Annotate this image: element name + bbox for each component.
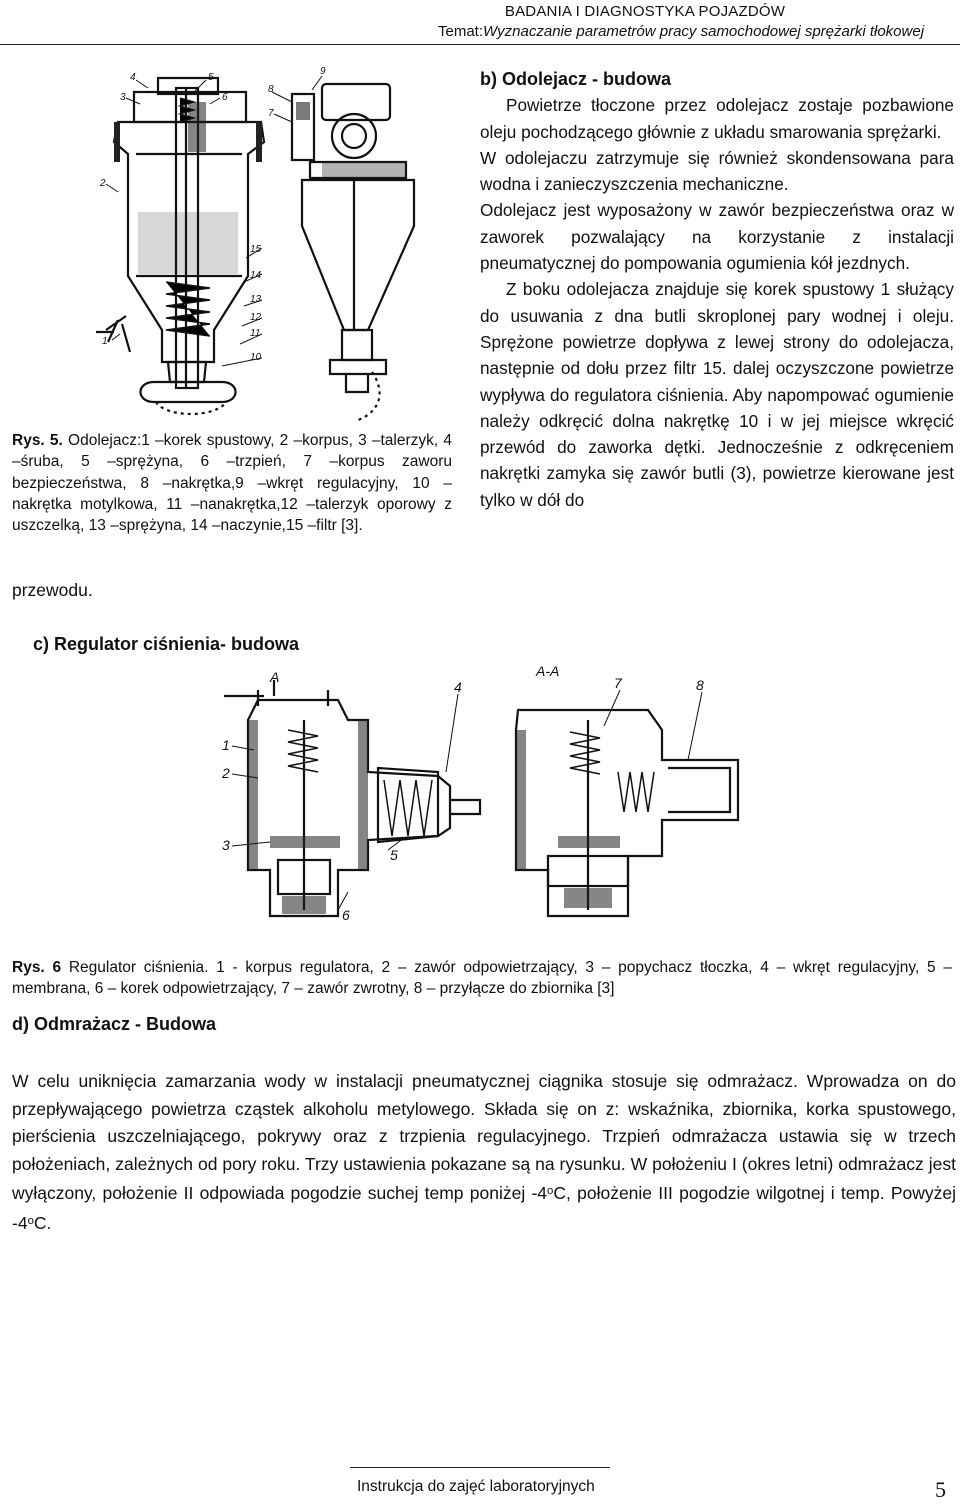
figure-5-caption [12, 430, 452, 536]
degree-sign: o [547, 1185, 554, 1198]
fig5-callout-13: 13 [250, 294, 262, 305]
fig5-callout-15: 15 [250, 244, 262, 255]
section-d-paragraph: W celu uniknięcia zamarzania wody w instalacji pneumatycznej ciągnika stosuje się odmrażacz. Wprowadza on do przepływającego powietrza cząstek alkoholu metylowego. Składa się on z: wskaźnika, zbiornika, korka spustowego, pierścienia uszczelniającego, pokrywy oraz z trzpienia regulacyjnego. Trzpień odmrażacza ustawia się w trzech położeniach, zależnych od pory roku. Trzy ustawienia pokazane są na rysunku. W położeniu I (okres letni) odmrażacz jest wyłączony, położenie II odpowiada pogodzie suchej temp poniżej -4$^o$C, położenie III pogodzie wilgotnej i temp. Powyżej -4$^o$C. [12, 1071, 956, 1234]
fig5-callout-5: 5 [208, 72, 214, 83]
fig6-callout-8: 8 [696, 677, 704, 693]
fig5-callout-12: 12 [250, 312, 262, 323]
fig5-callout-4: 4 [130, 72, 136, 83]
fig5-callout-2: 2 [100, 178, 106, 189]
figure-6-label: Rys. 6 [12, 959, 62, 976]
fig5-callout-11: 11 [250, 328, 261, 339]
fig5-callout-10: 10 [250, 352, 262, 363]
fig5-callout-8: 8 [268, 84, 274, 95]
fig6-section-title: A-A [536, 663, 560, 679]
fig5-callout-1: 1 [102, 336, 108, 347]
fig5-callout-6: 6 [222, 92, 228, 103]
fig6-callout-1: 1 [222, 737, 230, 753]
figure-6-caption-text: Regulator ciśnienia. 1 - korpus regulatora, 2 – zawór odpowietrzający, 3 – popychacz tłoczka, 4 – wkręt regulacyjny, 5 – membrana, 6 – korek odpowietrzający, 7 – zawór zwrotny, 8 – przyłącze do zbiornika [3] [12, 959, 952, 997]
fig6-section-mark-a: A [270, 669, 280, 685]
footer-divider [350, 1467, 610, 1468]
figure-5-oil-separator-drawing [96, 62, 468, 424]
degree-sign: o [27, 1215, 34, 1228]
fig6-callout-3: 3 [222, 837, 230, 853]
fig5-callout-14: 14 [250, 270, 262, 281]
fig6-callout-4: 4 [454, 679, 462, 695]
figure-6-caption [12, 957, 952, 999]
section-b-paragraph-1: Powietrze tłoczone przez odolejacz zostaje pozbawione oleju pochodzącego głównie z układu smarowania sprężarki. [480, 95, 954, 142]
fig5-callout-9: 9 [320, 66, 326, 77]
fig5-callout-7: 7 [268, 108, 274, 119]
section-d-heading: d) Odmrażacz - Budowa [12, 1014, 217, 1034]
section-b [480, 66, 954, 513]
fig6-callout-5: 5 [390, 847, 398, 863]
section-b-continuation: przewodu. [12, 580, 93, 600]
fig6-callout-7: 7 [614, 675, 622, 691]
figure-6-pressure-regulator-drawing [218, 660, 758, 942]
footer-text: Instrukcja do zajęć laboratoryjnych [357, 1478, 595, 1495]
section-b-paragraph-4: Z boku odolejacza znajduje się korek spustowy 1 służący do usuwania z dna butli skroplonej pary wodnej i oleju. Sprężone powietrze dopływa z lewej strony do odolejacza, następnie od dołu przez filtr 15. dalej oczyszczone powietrze wypływa do regulatora ciśnienia. Aby napompować ogumienie należy odkręcić dolna nakrętkę 10 i w jej miejsce wkręcić przewód do zaworka dętki. Jednocześnie z odkręceniem nakrętki zamyka się zawór butli (3), powietrze kierowane jest tylko w dół do [480, 279, 954, 510]
figure-5-label: Rys. 5. [12, 432, 63, 449]
header-topic: Temat:Wyznaczanie parametrów pracy samochodowej sprężarki tłokowej [438, 23, 925, 40]
page-number: 5 [935, 1477, 946, 1502]
fig6-callout-2: 2 [222, 765, 230, 781]
section-b-heading: b) Odolejacz - budowa [480, 69, 672, 89]
section-c-heading: c) Regulator ciśnienia- budowa [33, 634, 300, 654]
figure-5-caption-text: Odolejacz:1 –korek spustowy, 2 –korpus, 3 –talerzyk, 4 –śruba, 5 –sprężyna, 6 –trzpień, 7 –korpus zaworu bezpieczeństwa, 8 –nakrętka,9 –wkręt regulacyjny, 10 –nakrętka motylkowa, 11 –nanakrętka,12 –talerzyk oporowy z uszczelką, 13 –sprężyna, 14 –naczynie,15 –filtr [3]. [12, 432, 452, 535]
header-course-title: BADANIA I DIAGNOSTYKA POJAZDÓW [504, 3, 786, 20]
header-divider [0, 44, 960, 45]
fig6-callout-6: 6 [342, 907, 350, 923]
section-b-paragraph-3: Odolejacz jest wyposażony w zawór bezpieczeństwa oraz w zaworek pozwalający na korzystanie z instalacji pneumatycznej do pompowania ogumienia kół jezdnych. [480, 200, 954, 274]
section-b-paragraph-2: W odolejaczu zatrzymuje się również skondensowana para wodna i zanieczyszczenia mechaniczne. [480, 147, 954, 195]
fig5-callout-3: 3 [120, 92, 126, 103]
